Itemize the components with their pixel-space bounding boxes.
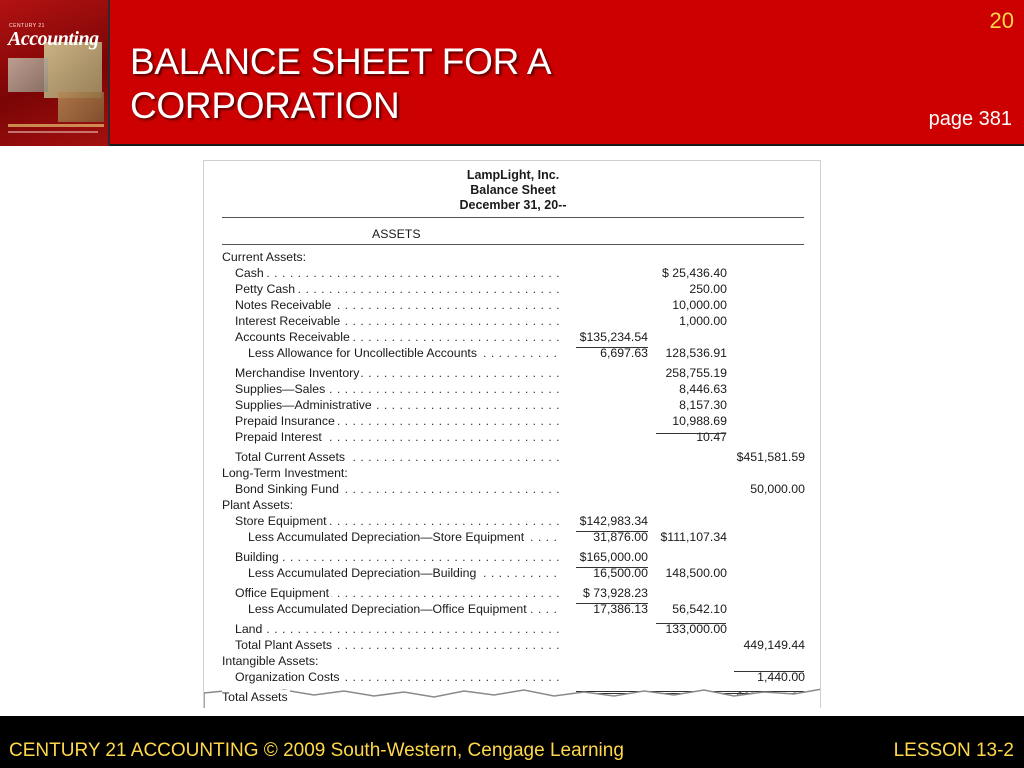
row-amount: 10.47 <box>696 430 727 444</box>
row-label <box>235 585 562 601</box>
row-label-text: Long-Term Investment: <box>222 466 348 480</box>
row-amount: 449,149.44 <box>743 638 805 652</box>
row-amount: 250.00 <box>689 282 727 296</box>
logo-small-text: CENTURY 21 <box>9 23 45 29</box>
row-label-text: Total Current Assets <box>235 450 346 464</box>
row-amount: $451,581.59 <box>736 450 805 464</box>
row-amount: 1,440.00 <box>757 670 805 684</box>
row-amount: 8,446.63 <box>679 382 727 396</box>
row-amount: 17,386.13 <box>593 602 648 616</box>
table-row <box>204 397 821 413</box>
row-label-text: Merchandise Inventory <box>235 366 360 380</box>
row-amount: 10,988.69 <box>672 414 727 428</box>
page-reference: page 381 <box>928 108 1012 130</box>
row-label-text: Current Assets: <box>222 250 307 264</box>
row-label-text: Accounts Receivable <box>235 330 350 344</box>
row-label <box>222 249 622 265</box>
row-label <box>222 465 622 481</box>
underline <box>734 671 804 672</box>
table-row <box>204 549 821 565</box>
row-label-text: Total Plant Assets <box>235 638 333 652</box>
row-amount: 8,157.30 <box>679 398 727 412</box>
table-row <box>204 465 821 481</box>
row-label <box>222 497 622 513</box>
row-label-text: Less Accumulated Depreciation—Store Equipment <box>248 530 525 544</box>
row-label <box>235 365 562 381</box>
row-label <box>235 281 562 297</box>
heading-rule <box>222 244 804 245</box>
underline <box>576 567 648 568</box>
row-label-text: Store Equipment <box>235 514 327 528</box>
row-label-text: Land <box>235 622 263 636</box>
table-row <box>204 413 821 429</box>
row-label <box>248 565 562 581</box>
slide-title <box>130 40 730 128</box>
footer-copyright: CENTURY 21 ACCOUNTING © 2009 South-Western, Cengage Learning <box>9 740 624 761</box>
row-label-text: Plant Assets: <box>222 498 294 512</box>
table-row <box>204 513 821 529</box>
balance-sheet-document <box>203 160 821 708</box>
row-label <box>235 329 562 345</box>
row-label-text: Intangible Assets: <box>222 654 319 668</box>
row-label <box>248 601 562 617</box>
row-label-text: Office Equipment <box>235 586 330 600</box>
slide-footer <box>0 716 1024 768</box>
table-row <box>204 429 821 445</box>
company-name: LampLight, Inc. <box>466 168 560 182</box>
row-amount: 258,755.19 <box>665 366 727 380</box>
slide-title-line-2: CORPORATION <box>130 85 400 126</box>
footer-lesson: LESSON 13-2 <box>893 740 1014 761</box>
table-row <box>204 637 821 653</box>
row-amount: 56,542.10 <box>672 602 727 616</box>
row-amount: 16,500.00 <box>593 566 648 580</box>
row-label-text: Notes Receivable <box>235 298 332 312</box>
row-label-text: Less Accumulated Depreciation—Office Equipment <box>248 602 527 616</box>
row-amount: $142,983.34 <box>579 514 648 528</box>
row-label <box>235 513 562 529</box>
row-label <box>235 429 562 445</box>
table-row <box>204 565 821 581</box>
row-label-text: Bond Sinking Fund <box>235 482 339 496</box>
slide-header <box>0 0 1024 146</box>
underline <box>656 623 726 624</box>
row-label <box>222 653 622 669</box>
row-amount: $ 25,436.40 <box>662 266 727 280</box>
row-label-text: Cash <box>235 266 264 280</box>
table-row <box>204 449 821 465</box>
table-row <box>204 621 821 637</box>
row-label <box>235 297 562 313</box>
row-amount: $135,234.54 <box>579 330 648 344</box>
table-row <box>204 585 821 601</box>
row-amount: 148,500.00 <box>665 566 727 580</box>
statement-date: December 31, 20-- <box>459 198 567 212</box>
row-amount: 31,876.00 <box>593 530 648 544</box>
row-amount: $165,000.00 <box>579 550 648 564</box>
row-label <box>235 397 562 413</box>
table-row <box>204 345 821 361</box>
logo-image-tile <box>58 92 104 122</box>
row-label <box>235 481 562 497</box>
table-row <box>204 265 821 281</box>
row-label <box>248 529 562 545</box>
book-cover-logo <box>0 0 110 146</box>
row-label <box>235 313 562 329</box>
slide-number: 20 <box>989 8 1014 33</box>
row-label <box>235 637 562 653</box>
table-row <box>204 249 821 265</box>
row-label-text: Prepaid Insurance <box>235 414 335 428</box>
table-row <box>204 653 821 669</box>
row-amount: 1,000.00 <box>679 314 727 328</box>
table-row <box>204 329 821 345</box>
row-amount: 50,000.00 <box>750 482 805 496</box>
row-amount: 128,536.91 <box>665 346 727 360</box>
table-row <box>204 497 821 513</box>
row-label-text: Supplies—Administrative <box>235 398 372 412</box>
table-row <box>204 281 821 297</box>
row-label <box>235 381 562 397</box>
row-label-text: Less Allowance for Uncollectible Accounts <box>248 346 477 360</box>
row-label <box>248 345 562 361</box>
logo-divider <box>8 131 98 133</box>
slide-title-line-1: BALANCE SHEET FOR A <box>130 41 552 82</box>
table-row <box>204 481 821 497</box>
table-row <box>204 313 821 329</box>
table-row <box>204 381 821 397</box>
underline <box>656 433 726 434</box>
table-row <box>204 529 821 545</box>
section-heading: ASSETS <box>372 227 421 241</box>
row-label-text: Total Assets <box>222 690 288 704</box>
underline <box>576 531 648 532</box>
row-label-text: Less Accumulated Depreciation—Building <box>248 566 477 580</box>
table-row <box>204 601 821 617</box>
row-amount: $ 73,928.23 <box>583 586 648 600</box>
statement-name: Balance Sheet <box>470 183 556 197</box>
logo-divider <box>8 124 104 127</box>
row-label-text: Interest Receivable <box>235 314 341 328</box>
table-row <box>204 365 821 381</box>
row-label <box>235 549 562 565</box>
row-amount: 10,000.00 <box>672 298 727 312</box>
row-label-text: Prepaid Interest <box>235 430 322 444</box>
row-label-text: Building <box>235 550 279 564</box>
row-label-text: Petty Cash <box>235 282 296 296</box>
logo-image-tile <box>8 58 48 92</box>
row-amount: 6,697.63 <box>600 346 648 360</box>
row-label <box>235 413 562 429</box>
table-row <box>204 297 821 313</box>
row-label <box>235 449 562 465</box>
row-amount: $111,107.34 <box>660 530 727 544</box>
row-amount: 133,000.00 <box>665 622 727 636</box>
row-label-text: Organization Costs <box>235 670 340 684</box>
heading-rule <box>222 217 804 218</box>
row-label <box>235 621 562 637</box>
row-label <box>235 265 562 281</box>
logo-wordmark: Accounting <box>8 28 99 50</box>
row-label-text: Supplies—Sales <box>235 382 326 396</box>
underline <box>576 603 648 604</box>
torn-edge <box>204 681 821 708</box>
underline <box>576 347 648 348</box>
